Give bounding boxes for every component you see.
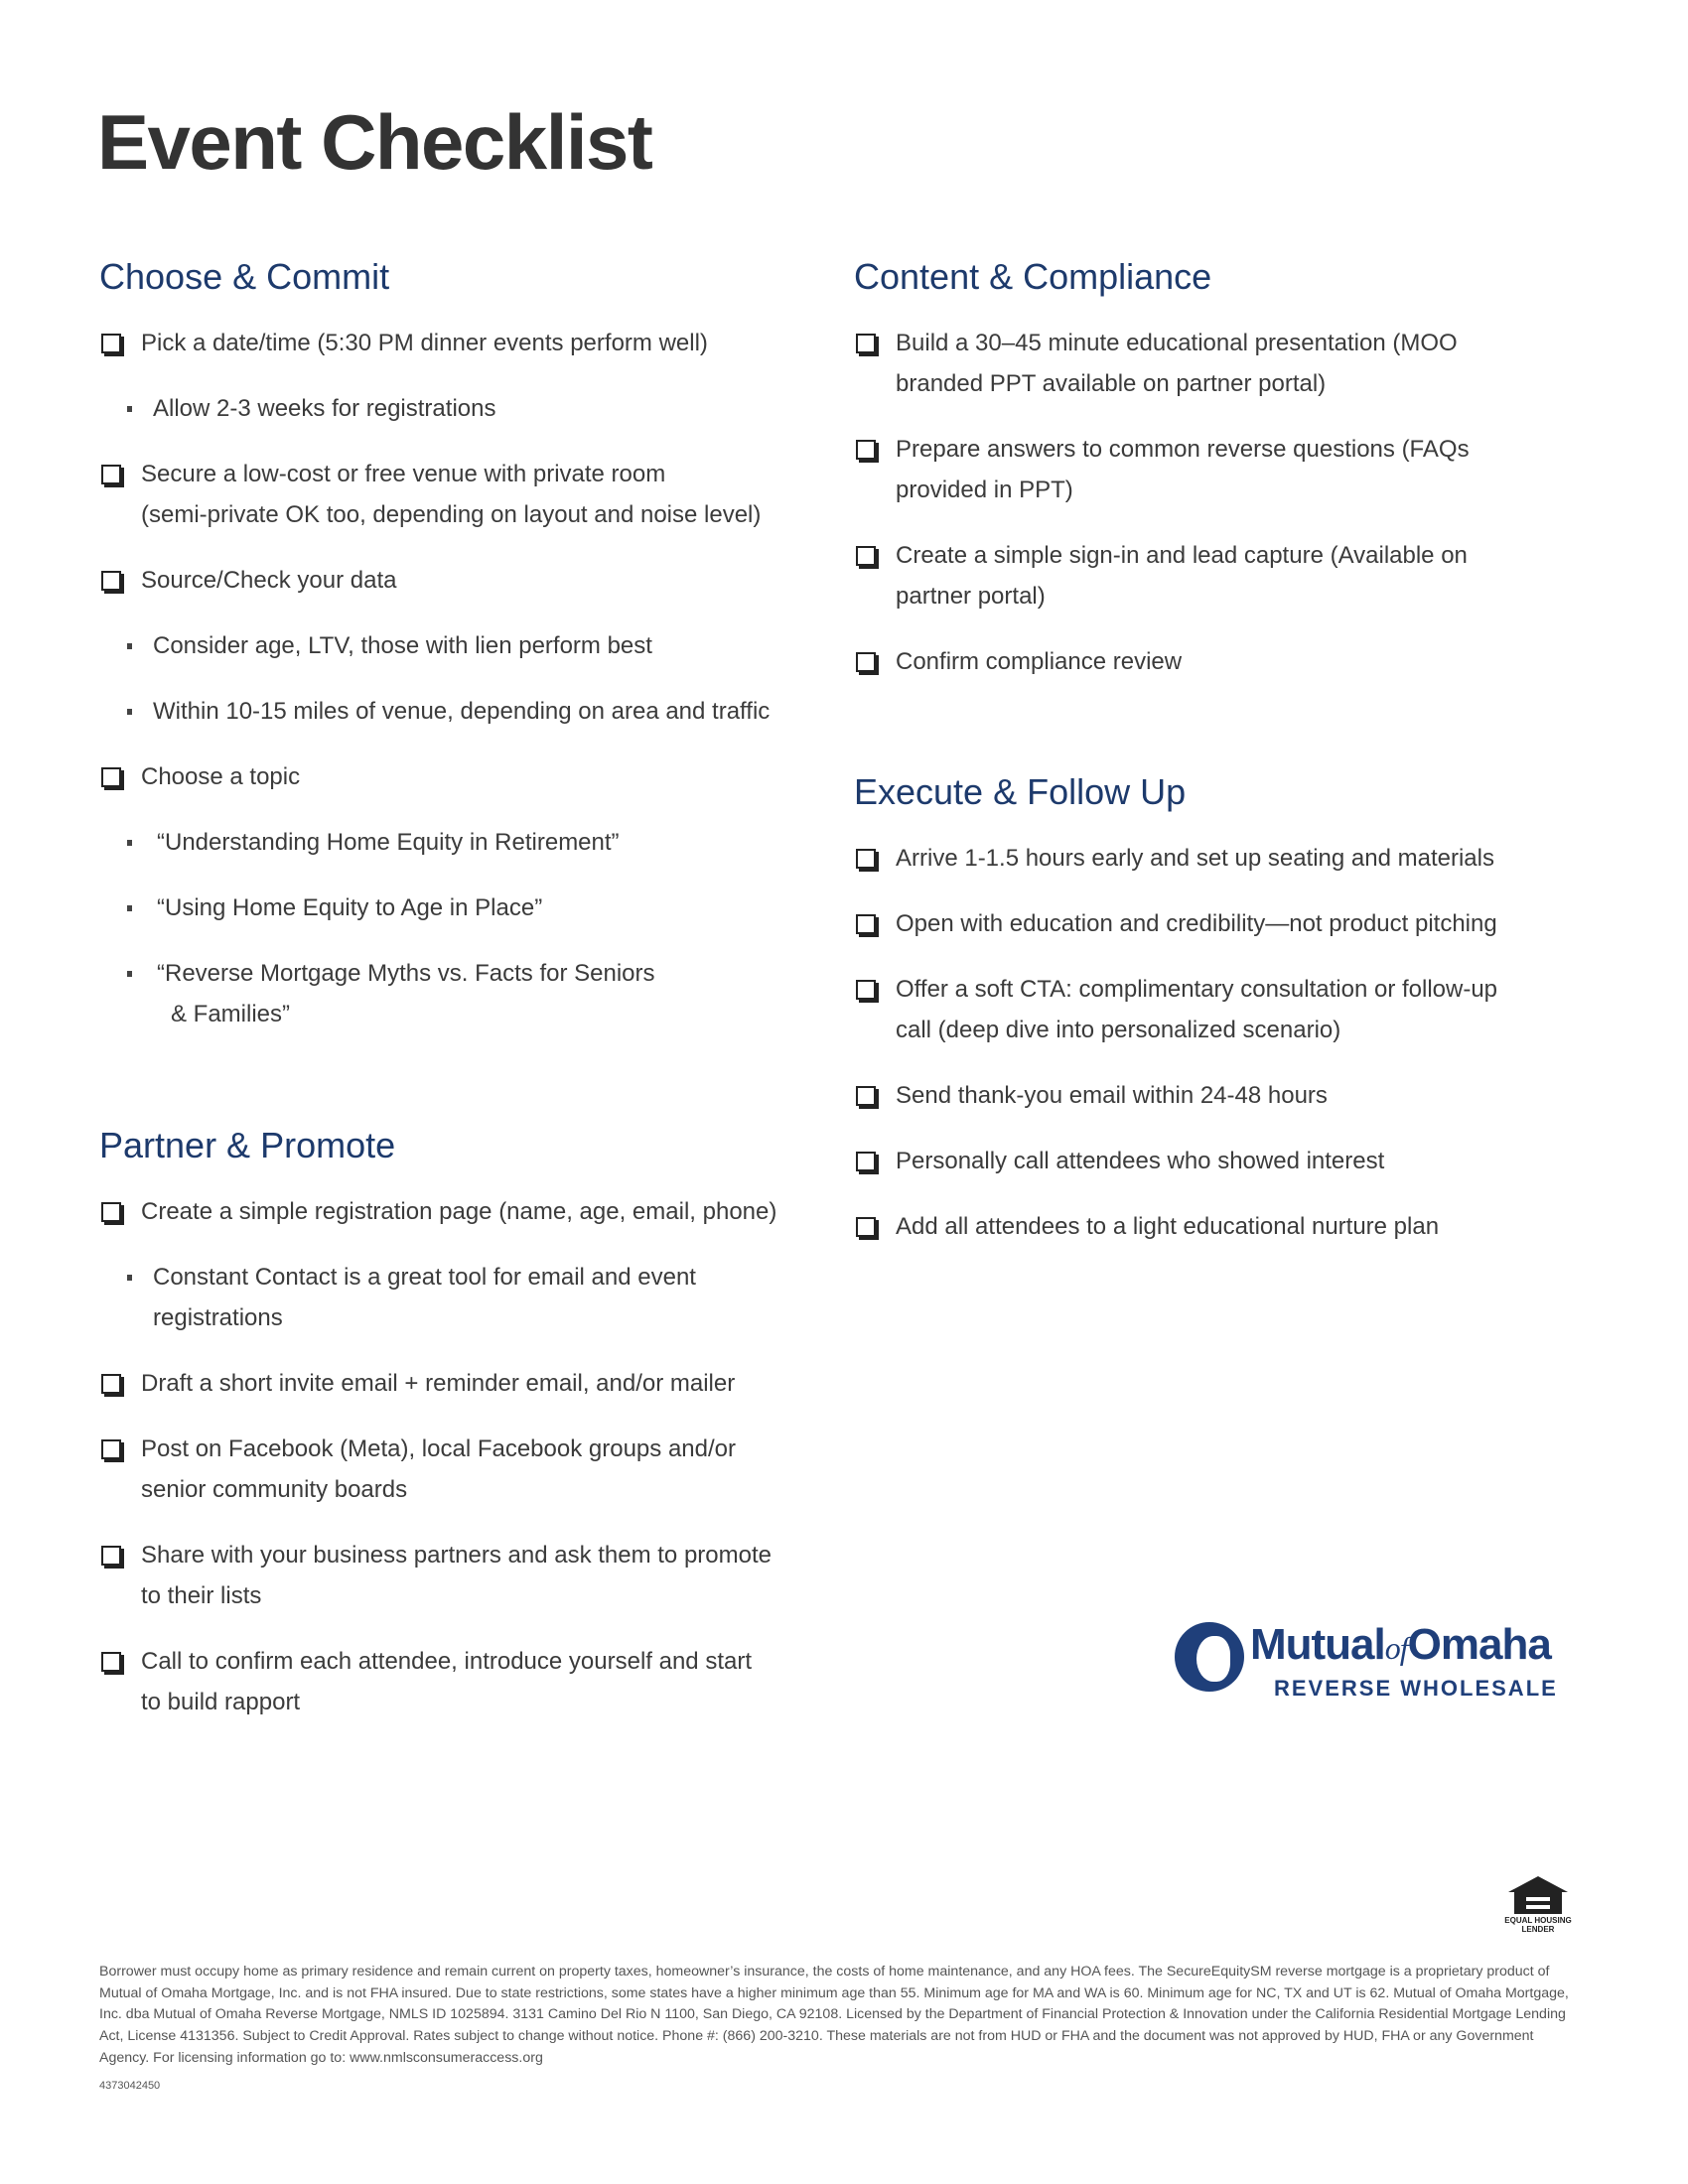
item-text: Personally call attendees who showed interest xyxy=(896,1148,1385,1174)
logo-name xyxy=(1250,1620,1551,1670)
bullet-item xyxy=(99,625,834,666)
section-partner-promote xyxy=(99,1122,834,1747)
section-heading: Content & Compliance xyxy=(854,256,1212,297)
item-text: “Reverse Mortgage Myths vs. Facts for Seniors xyxy=(157,960,655,987)
bullet-item xyxy=(99,953,834,1034)
section-heading: Partner & Promote xyxy=(99,1125,396,1165)
bullet-icon xyxy=(127,643,132,649)
checklist-item xyxy=(854,1206,1589,1247)
bullet-item xyxy=(99,822,834,863)
section-choose-commit xyxy=(99,253,834,1059)
checklist-item xyxy=(99,323,834,363)
section-execute-follow-up xyxy=(854,768,1589,1272)
logo-name-of: of xyxy=(1384,1630,1408,1666)
item-text-continued: provided in PPT) xyxy=(896,477,1073,503)
checklist-item xyxy=(854,969,1589,1050)
checklist-item xyxy=(99,1429,834,1510)
item-text-continued: to their lists xyxy=(141,1582,262,1609)
bullet-icon xyxy=(127,905,132,911)
checkbox-icon[interactable] xyxy=(856,980,876,1000)
item-text: “Using Home Equity to Age in Place” xyxy=(157,894,543,921)
item-text: Share with your business partners and ask them to promote xyxy=(141,1542,772,1569)
bullet-item xyxy=(99,887,834,928)
equal-housing-label: EQUAL HOUSING LENDER xyxy=(1504,1916,1572,1934)
bullet-icon xyxy=(127,406,132,412)
checklist-item xyxy=(854,1141,1589,1181)
checklist-item xyxy=(854,838,1589,879)
item-text: Build a 30–45 minute educational presentation (MOO xyxy=(896,330,1458,356)
checklist-item xyxy=(854,1075,1589,1116)
checklist-item xyxy=(854,903,1589,944)
logo-name-part2: Omaha xyxy=(1407,1620,1551,1669)
checkbox-icon[interactable] xyxy=(856,652,876,672)
checklist-item xyxy=(854,535,1589,616)
bullet-icon xyxy=(127,971,132,977)
checklist-item xyxy=(99,560,834,601)
item-text: Post on Facebook (Meta), local Facebook groups and/or xyxy=(141,1435,736,1462)
checklist-item xyxy=(99,1363,834,1404)
checklist-item xyxy=(99,756,834,797)
item-text: Allow 2-3 weeks for registrations xyxy=(153,395,496,422)
checkbox-icon[interactable] xyxy=(101,767,121,787)
bullet-item xyxy=(99,691,834,732)
checklist-item xyxy=(99,454,834,535)
logo-name-part1: Mutual xyxy=(1250,1620,1385,1669)
item-text-continued: senior community boards xyxy=(141,1476,408,1503)
item-text: Offer a soft CTA: complimentary consultation or follow-up xyxy=(896,976,1498,1003)
section-content-compliance xyxy=(854,253,1589,707)
item-text-continued: & Families” xyxy=(171,1001,291,1027)
checkbox-icon[interactable] xyxy=(101,1374,121,1394)
checkbox-icon[interactable] xyxy=(856,849,876,869)
item-text: “Understanding Home Equity in Retirement” xyxy=(157,829,620,856)
item-text: Source/Check your data xyxy=(141,567,397,594)
item-text: Send thank-you email within 24-48 hours xyxy=(896,1082,1328,1109)
checkbox-icon[interactable] xyxy=(101,465,121,484)
checkbox-icon[interactable] xyxy=(101,334,121,353)
checkbox-icon[interactable] xyxy=(856,546,876,566)
item-text: Open with education and credibility—not product pitching xyxy=(896,910,1497,937)
checkbox-icon[interactable] xyxy=(101,1546,121,1566)
item-text: Pick a date/time (5:30 PM dinner events perform well) xyxy=(141,330,708,356)
section-heading: Choose & Commit xyxy=(99,256,390,297)
checkbox-icon[interactable] xyxy=(856,1152,876,1171)
house-icon xyxy=(1508,1876,1568,1914)
item-text-continued: registrations xyxy=(153,1304,283,1331)
item-text: Consider age, LTV, those with lien perform best xyxy=(153,632,652,659)
checkbox-icon[interactable] xyxy=(101,571,121,591)
checklist-item xyxy=(854,429,1589,510)
bullet-icon xyxy=(127,709,132,715)
checkbox-icon[interactable] xyxy=(856,440,876,460)
bullet-icon xyxy=(127,1275,132,1281)
item-text: Call to confirm each attendee, introduce yourself and start xyxy=(141,1648,752,1675)
checkbox-icon[interactable] xyxy=(856,1086,876,1106)
item-text-continued: call (deep dive into personalized scenario) xyxy=(896,1017,1341,1043)
checkbox-icon[interactable] xyxy=(856,914,876,934)
footer-disclaimer: Borrower must occupy home as primary residence and remain current on property taxes, homeowner’s insurance, the costs of home maintenance, and any HOA fees. The SecureEquitySM reverse mortgage is a proprietary product of Mutual of Omaha Mortgage, Inc. and is not FHA insured. Due to state restrictions, some states have a higher minimum age than 55. Minimum age for MA and WA is 60. Minimum age for NC, TX and UT is 62. Mutual of Omaha Mortgage, Inc. dba Mutual of Omaha Reverse Mortgage, NMLS ID 1025894. 3131 Camino Del Rio N 1100, San Diego, CA 92108. Licensed by the Department of Financial Protection & Innovation under the California Residential Mortgage Lending Act, License 4131356. Subject to Credit Approval. Rates subject to change without notice. Phone #: (866) 200-3210. These materials are not from HUD or FHA and the document was not approved by HUD, FHA or any Government Agency. For licensing information go to: www.nmlsconsumeraccess.org xyxy=(99,1964,1569,2066)
item-text: Add all attendees to a light educational nurture plan xyxy=(896,1213,1440,1240)
checkbox-icon[interactable] xyxy=(856,1217,876,1237)
bullet-item xyxy=(99,1257,834,1338)
item-text: Choose a topic xyxy=(141,763,301,790)
logo-subtitle: REVERSE WHOLESALE xyxy=(1274,1676,1558,1701)
item-text: Secure a low-cost or free venue with private room xyxy=(141,461,666,487)
lion-icon xyxy=(1175,1622,1244,1692)
item-text-continued: (semi-private OK too, depending on layout and noise level) xyxy=(141,501,762,528)
item-text: Prepare answers to common reverse questions (FAQs xyxy=(896,436,1470,463)
checkbox-icon[interactable] xyxy=(856,334,876,353)
item-text-continued: branded PPT available on partner portal) xyxy=(896,370,1327,397)
checklist-item xyxy=(99,1535,834,1616)
item-text: Constant Contact is a great tool for email and event xyxy=(153,1264,696,1291)
item-text: Draft a short invite email + reminder email, and/or mailer xyxy=(141,1370,736,1397)
checkbox-icon[interactable] xyxy=(101,1439,121,1459)
mutual-of-omaha-logo xyxy=(1175,1618,1562,1707)
checklist-item xyxy=(99,1191,834,1232)
checklist-item xyxy=(854,641,1589,682)
checkbox-icon[interactable] xyxy=(101,1202,121,1222)
bullet-icon xyxy=(127,840,132,846)
equal-housing-lender-logo xyxy=(1503,1876,1573,1946)
item-text: Create a simple registration page (name, age, email, phone) xyxy=(141,1198,777,1225)
checklist-item xyxy=(854,323,1589,404)
item-text-continued: partner portal) xyxy=(896,583,1046,610)
item-text-continued: to build rapport xyxy=(141,1689,301,1715)
document-code: 4373042450 xyxy=(99,2080,161,2092)
bullet-item xyxy=(99,388,834,429)
page-title: Event Checklist xyxy=(97,98,652,186)
section-heading: Execute & Follow Up xyxy=(854,771,1187,812)
checklist-item xyxy=(99,1641,834,1722)
item-text: Create a simple sign-in and lead capture (Available on xyxy=(896,542,1468,569)
item-text: Confirm compliance review xyxy=(896,648,1183,675)
item-text: Within 10-15 miles of venue, depending on area and traffic xyxy=(153,698,771,725)
item-text: Arrive 1-1.5 hours early and set up seating and materials xyxy=(896,845,1494,872)
checkbox-icon[interactable] xyxy=(101,1652,121,1672)
